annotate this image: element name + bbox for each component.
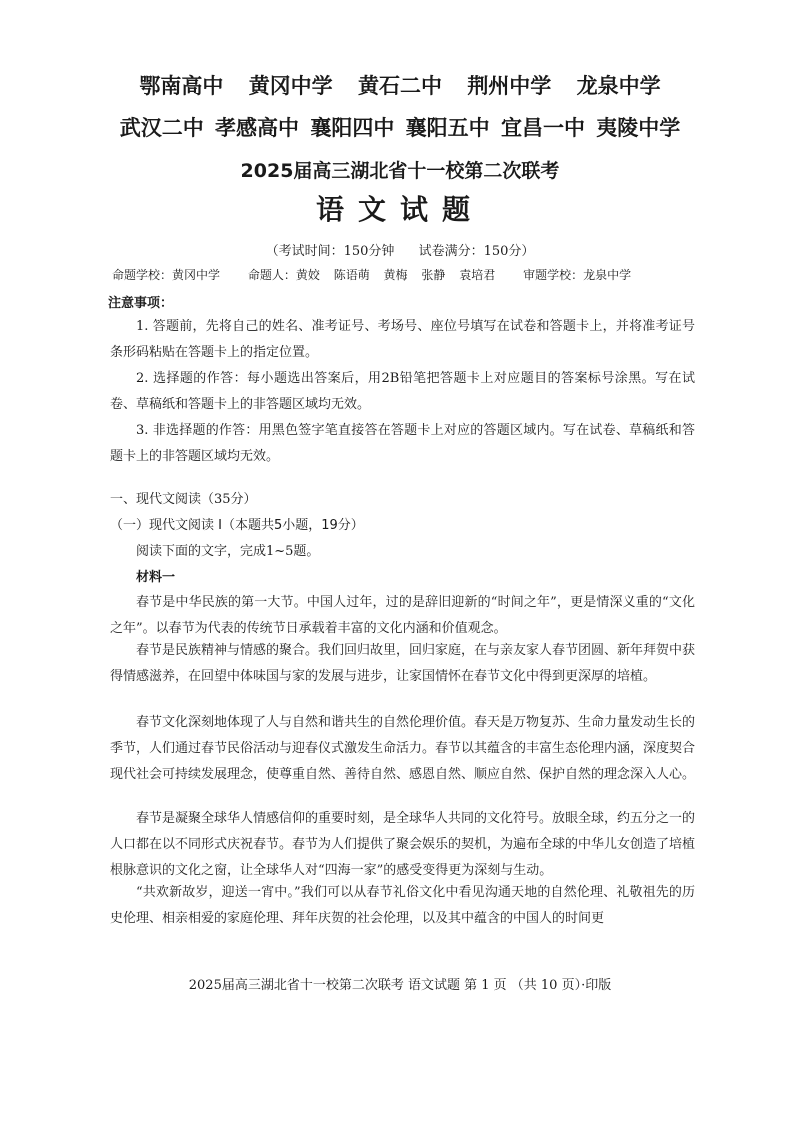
school-name: 宜昌一中 [500,116,585,140]
material-paragraph: 春节是中华民族的第一大节。中国人过年，过的是辞旧迎新的“时间之年”，更是情深义重的“文化之年”。以春节为代表的传统节日承载着丰富的文化内涵和价值观念。 [110,595,695,636]
exam-time: （考试时间：150分钟 [265,244,395,259]
school-name: 龙泉中学 [576,74,661,98]
material-paragraph: 春节是凝聚全球华人情感信仰的重要时刻，是全球华人共同的文化符号。放眼全球，约五分之一的人口都在以不同形式庆祝春节。春节为人们提供了聚会娱乐的契机，为遍布全球的中华儿女创造了培植根脉意识的文化之窗，让全球华人对“四海一家”的感受变得更为深刻与生动。 [110,811,696,878]
exam-score: 试卷满分：150分） [418,244,535,259]
school-list-row-2 [0,112,800,142]
school-name: 襄阳四中 [310,116,395,140]
notice-item: 2. 选择题的作答：每小题选出答案后，用2B铅笔把答题卡上对应题目的答案标号涂黑。写在试卷、草稿纸和答题卡上的非答题区域均无效。 [110,371,695,412]
reading-instruction: 阅读下面的文字，完成1~5题。 [136,544,320,559]
material-label: 材料一 [136,570,176,585]
school-name: 襄阳五中 [405,116,490,140]
setter-name: 黄梅 [383,268,408,282]
review-school: 审题学校：龙泉中学 [523,268,632,282]
notice-item: 1. 答题前，先将自己的姓名、准考证号、考场号、座位号填写在试卷和答题卡上，并将准考证号条形码粘贴在答题卡上的指定位置。 [110,319,695,360]
setter-school: 命题学校：黄冈中学 [112,268,221,282]
school-name: 武汉二中 [119,116,204,140]
school-name: 黄冈中学 [248,74,333,98]
material-paragraph: 春节是民族精神与情感的聚合。我们回归故里，回归家庭，在与亲友家人春节团圆、新年拜贺中获得情感滋养，在回望中体味国与家的发展与进步，让家国情怀在春节文化中得到更深厚的培植。 [110,643,696,684]
setter-name: 命题人：黄姣 [247,268,320,282]
exam-credits [112,266,641,283]
exam-time-score [0,240,800,259]
setter-name: 张静 [421,268,446,282]
material-paragraph: “共欢新故岁，迎送一宵中。”我们可以从春节礼俗文化中看见沟通天地的自然伦理、礼敬祖先的历史伦理、相亲相爱的家庭伦理、拜年庆贺的社会伦理，以及其中蕴含的中国人的时间更 [110,885,695,926]
exam-title: 2025届高三湖北省十一校第二次联考 [240,160,560,182]
notice-heading: 注意事项： [108,296,174,311]
school-list-row-1 [0,70,800,100]
page-footer: 2025届高三湖北省十一校第二次联考 语文试题 第 1 页 （共 10 页）·印版 [188,978,612,993]
notice-item: 3. 非选择题的作答：用黑色签字笔直接答在答题卡上对应的答题区域内。写在试卷、草稿纸和答题卡上的非答题区域均无效。 [110,423,695,464]
section-title: 一、现代文阅读（35分） [110,492,257,507]
school-name: 鄂南高中 [139,74,224,98]
setter-name: 陈语萌 [333,268,370,282]
school-name: 孝感高中 [215,116,300,140]
school-name: 荆州中学 [467,74,552,98]
school-name: 黄石二中 [358,74,442,98]
material-paragraph: 春节文化深刻地体现了人与自然和谐共生的自然伦理价值。春天是万物复苏、生命力量发动生长的季节，人们通过春节民俗活动与迎春仪式激发生命活力。春节以其蕴含的丰富生态伦理内涵，深度契合现代社会可持续发展理念，使尊重自然、善待自然、感恩自然、顺应自然、保护自然的理念深入人心。 [110,715,696,782]
subject-title: 语文试题 [315,193,484,226]
subsection-title: （一）现代文阅读 I（本题共5小题，19分） [110,518,364,533]
setter-name: 袁培君 [459,268,496,282]
school-name: 夷陵中学 [596,116,681,140]
